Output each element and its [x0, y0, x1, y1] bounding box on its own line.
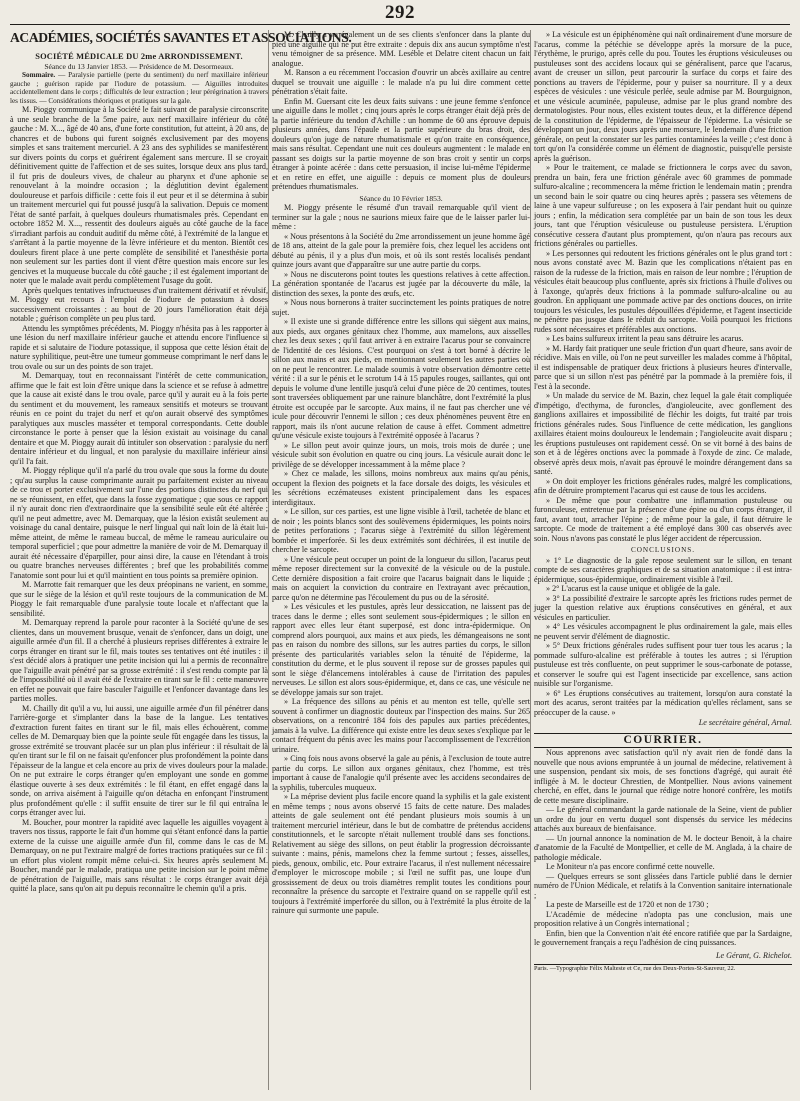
conclusion-item: » 5° Deux frictions générales rudes suffisent pour tuer tous les acarus ; la pommade sulfuro-alcaline est préférable à toutes les autres ; si l'éruption pustuleuse est très confluente, on peut supprimer le sous-carbonate de potasse, et conserver le soufre qui est l'agent insecticide par excellence, sans action nuisible sur l'organisme.: [534, 641, 792, 688]
paragraph: Après quelques tentatives infructueuses d'un traitement dérivatif et révulsif, M. Pioggy eut recours à l'emploi de l'iodure de potassium à doses successivement croissantes : au bout de 20 jours l'amélioration était déjà notable ; guérison complète un peu plus tard.: [10, 285, 268, 324]
paragraph: — Quelques erreurs se sont glissées dans l'article publié dans le dernier numéro de l'Union Médicale, et relatifs à la Convention sanitaire internationale ;: [534, 871, 792, 900]
conclusions-heading: CONCLUSIONS.: [630, 546, 696, 554]
paragraph: M. Pioggy présente le résumé d'un travail remarquable qu'il vient de terminer sur la gale ; nous ne saurions mieux faire que de le laisser parler lui-même :: [272, 203, 530, 231]
conclusion-item: » 3° La possibilité d'extraire le sarcopte après les frictions rudes permet de juger la question relative aux éruptions consécutives en général, et aux vésicules en particulier.: [534, 593, 792, 622]
paragraph: M. Pioggy communique à la Société le fait suivant de paralysie circonscrite à une seule branche de la 5me paire, aux nerf maxillaire inférieur du côté gauche : M. X..., âgé de 40 ans, d'une forte constitution, fut atteint, à 20 ans, de chancres et de bubons qui furent soignés exclusivement par des moyens simples et sans traitement mercuriel. A 23 ans des syphilides se manifestèrent sur divers points du corps et guérirent également sans mercure. Il se croyait définitivement quitte de l'affection et de ses suites, lorsque deux ans plus tard, il fut pris de douleurs vives, de chaleur au pharynx et d'une aphonie se renouvelant à la moindre occasion ; la déglutition devint également douloureuse et parfois difficile : cette fois il eut peur et il se détermina à subir un traitement mercuriel qui fut poussé jusqu'à la salivation. Depuis ce moment l'état de santé parfait, à quelques douleurs rhumatismales près. Cependant en octobre 1852 M. X..., ressentit des douleurs aiguës au côté gauche de la face s'irradiant parfois au conduit auditif du même côté, à l'extrémité de la langue et s'arrêtant à la partie moyenne de la lèvre inférieure et du menton. Bientôt ces douleurs firent place à une perte complète de sensibilité et l'anesthésie porta non seulement sur les parties dont il vient d'être question mais encore sur les gencives et la muqueuse buccale du côté gauche ; il est également important de noter que le malade avait perdu complètement l'usage du goût.: [10, 105, 268, 286]
paragraph: M. Chailly dit qu'il a vu, lui aussi, une aiguille armée d'un fil pénétrer dans l'arrière-gorge et s'implanter dans la base de la langue. Les tentatives d'extraction furent faites en tirant sur le fil, mais elles échouèrent, comme celles de M. Demarquay bien que la pointe seule fût engagée dans les tissus, la grosse extrémité se trouvant placée sur un plan plus inférieur : il résultait de là qu'en tirant sur le fil on ne faisait qu'enfoncer plus profondément la pointe dans l'épaisseur de la langue et cela encore au prix de vives douleurs pour la malade. On ne put extraire le corps étranger qu'en employant une sonde en gomme élastique ouverte à ses deux extrémités : le fil étant, en effet engagé dans la sonde, on arriva aisément à l'aiguille qu'on détacha en enfonçant l'instrument plus profondément qu'elle : il suffit ensuite de tirer sur le fil qui entraîna le corps étranger avec lui.: [10, 703, 268, 818]
paragraph: » M. Hardy fait pratiquer une seule friction d'un quart d'heure, sans avoir de récidive. Mais en ville, où l'on ne peut surveiller les malades comme à l'hôpital, il est indispensable de pratiquer deux frictions à plusieurs heures d'intervalle, parce que si un sillon n'est pas pénétré par la pommade à la première fois, il l'est à la seconde.: [534, 343, 792, 391]
paragraph: » De même que pour combattre une inflammation pustuleuse ou furonculeuse, entretenue par la présence d'une épine ou d'un corps étranger, il faut, avant tout, arracher l'épine ; de même pour la gale, il faut détruire le sarcopte. Ce mode de traitement a été employé dans 300 cas observés avec soin. Nous n'avons pas constaté le plus léger accident de répercussion.: [534, 495, 792, 543]
paragraph: » Un malade du service de M. Bazin, chez lequel la gale était compliquée d'impétigo, d'ecthyma, de furoncles, d'angioleucite, avec gonflement des ganglions axillaires et impossibilité de fléchir les doigts, fut traité par trois frictions générales rudes. Sous l'influence de cette médication, les ganglions axillaires étaient moins douloureux le lendemain ; l'angioleucite avait disparu ; les éruptions pustuleuses ont rapidement cessé. On se vit borné à des bains de son et à de légères onctions avec la pommade à l'oxyde de zinc. Ce malade, observé après deux mois, n'avait pas éprouvé le moindre dérangement dans sa santé.: [534, 391, 792, 476]
paragraph: M. Demarquay reprend la parole pour raconter à la Société qu'une de ses clientes, dans un mouvement brusque, venait de s'enfoncer, dans un doigt, une aiguille armée d'un fil. Il a cherché à plusieurs reprises différentes à extraire le corps étranger en tirant sur le fil, mais toutes ses tentatives ont été inutiles : il s'est décidé alors à pratiquer une petite incision qui lui a permis de reconnaître que l'aiguille avait pénétré par sa grosse extrémité : il s'est rendu compte par là de l'impossibilité où il avait été de l'extraire en tirant sur le fil : cette manœuvre en effet ne pouvait que faire basculer l'aiguille et l'enfoncer davantage dans les parties molles.: [10, 618, 268, 704]
paragraph: » La méprise devient plus facile encore quand la syphilis et la gale existent en même temps ; nous avons observé 15 faits de cette nature. Des malades atteints de gale seulement ont été pendant plusieurs mois soumis à un traitement mercuriel intérieur, dans le but de combattre de prétendus accidens constitutionnels, et le sarcopte n'était nullement troublé dans ses fonctions. Relativement au siège des sillons, on peut établir la progression décroissante suivante : mains, pénis, mamelons chez la femme surtout ; fesses, aisselles, pieds, genoux, ombilic, etc. Pour extraire l'acarus, il n'est nullement nécessaire d'employer le microscope mobile ; si l'œil ne suffit pas, une loupe d'un grossissement de deux ou trois diamètres remplit toutes les conditions pour reconnaître la présence du sarcopte et l'extraire quand on se rappelle qu'il est toujours à l'extrémité imperforée du sillon, ou à l'extrémité la plus étroite de la rainure qui surmonte une papule.: [272, 792, 530, 915]
paragraph: M. Marrotte fait remarquer que les deux préopinans ne varient, en somme, que sur le siège de la lésion et qu'il reste toujours de la communication de M. Pioggy le fait remarquable d'une paralysie toute locale et n'affectant que la sensibilité.: [10, 580, 268, 618]
paragraph: » La vésicule est un épiphénomène qui naît ordinairement d'une morsure de l'acarus, comme la pétéchie se développe après la morsure de la puce, l'érythème, le prurigo, après celle du pou. Toutes les éruptions vésiculeuses ou pustuleuses sont des accidens locaux qui se généralisent, parce que l'acarus, avant de creuser un sillon, peut parcourir la surface du corps et faire des ponctions au travers de l'épiderme, pour y puiser sa nourriture. Il y a deux espèces de vésicules : une vésicule perlée, seule admise par M. Bourguignon, et une vésicule acuminée, papuleuse, admise par le plus grand nombre des dermatologistes. Pour nous, elles existent toutes deux, et la différence dépend de la constitution de l'épiderme, de l'épaisseur de l'épiderme. La vésicule se développant un jour, deux jours après une morsure, le lendemain d'une friction générale, on peut la constater sur les parties contaminées la veille ; c'est donc à tort qu'on l'a considérée comme un élément de diagnostic, puisqu'elle persiste après la guérison.: [534, 30, 792, 163]
paragraph: » Il existe une si grande différence entre les sillons qui siègent aux mains, aux pieds, aux organes génitaux chez l'homme, aux mamelons, aux aisselles chez les deux sexes ; qu'il faut arriver à en extraire l'acarus pour se convaincre de l'identité de ces lésions. C'est pourquoi on s'est à tort borné à décrire le sillon aux mains et aux pieds, en mentionnant seulement les autres parties où on ne peut le rencontrer. Le malade soumis à votre observation démontre cette vérité : il a sur le pénis et le scrotum 14 à 15 papules rouges, saillantes, qui ont depuis le volume d'une lentille jusqu'à celui d'une pièce de 20 centimes, toutes sont traversées obliquement par une rainure blanchâtre, dont l'extrémité la plus étroite est occupée par le sarcopte. Aux mains, il ne faut pas chercher une vé icule pour découvrir l'ennemi le sillon ; ces deux phénomènes peuvent être en rapport, mais ils n'ont aucune relation de cause à effet. Comment admettre qu'une vésicule existe toujours à l'extrémité opposée à l'acarus ?: [272, 317, 530, 440]
column-separator: [530, 30, 531, 1090]
paragraph: M. Chailly a vu également un de ses clients s'enfoncer dans la plante du pied une aiguille qui ne put être extraite : depuis dix ans aucun symptôme n'est venu témoigner de sa présence. MM. Leséble et Delatre citent chacun un fait analogue.: [272, 30, 530, 68]
paragraph: » Cinq fois nous avons observé la gale au pénis, à l'exclusion de toute autre partie du corps. Le sillon aux organes génitaux, chez l'homme, est très important à cause de l'analogie qu'il présente avec les accidens secondaires de la syphilis, tubercules muqueux.: [272, 754, 530, 792]
page-number: 292: [385, 2, 415, 23]
secretary-signature: Le secrétaire général, Arnal.: [698, 718, 792, 727]
paragraph: » Les bains sulfureux irritent la peau sans détruire les acarus.: [546, 334, 744, 343]
courrier-heading: COURRIER.: [623, 733, 703, 746]
paragraph: — Un journal annonce la nomination de M. le docteur Benoit, à la chaire d'anatomie de la Faculté de Montpellier, et celle de M. Anglada, à la chaire de pathologie médicale.: [534, 833, 792, 862]
paragraph: Attendu les symptômes précédents, M. Pioggy n'hésita pas à les rapporter à une lésion du nerf maxillaire inférieur gauche et attendu encore l'influence si rapide et si salutaire de l'iodure potassique, il supposa que cette lésion était de nature syphilitique, peut-être une tumeur gommeuse comprimant le nerf dans le trou ovale ou sur un des points de son trajet.: [10, 323, 268, 371]
column-1: [10, 52, 268, 1092]
header-rule: [10, 24, 790, 25]
conclusion-item: » 6° Les éruptions consécutives au traitement, lorsqu'on aura constaté la mort des acarus, seront traitées par la médication qu'elles réclament, sans se préoccuper de la cause. »: [534, 688, 792, 717]
column-3: [534, 30, 792, 1092]
summary: [10, 71, 268, 105]
society-title: SOCIÉTÉ MÉDICALE DU 2me ARRONDISSEMENT.: [35, 52, 243, 61]
paragraph: » Nous ne discuterons point toutes les questions relatives à cette affection. La génération spontanée de l'acarus est jugée par la découverte du mâle, la distinction des sexes, la ponte des œufs, etc.: [272, 269, 530, 298]
column-2: [272, 30, 530, 1092]
paragraph: L'Académie de médecine n'adopta pas une conclusion, mais une proposition relative à un Congrès international ;: [534, 909, 792, 928]
conclusion-item: » 1° Le diagnostic de la gale repose seulement sur le sillon, en tenant compte de ses caractères graphiques et de sa situation anatomique : il est intra-épidermique, sous-épidermique, ordinairement visible à l'œil.: [534, 555, 792, 584]
paragraph: — Le général commandant la garde nationale de la Seine, vient de publier un ordre du jour en vertu duquel sont dispensés du service les médecins attachés aux bureaux de bienfaisance.: [534, 805, 792, 833]
paragraph: M. Ranson a eu récemment l'occasion d'ouvrir un abcès axillaire au centre duquel se trouvait une aiguille : le malade n'a pu lui dire comment cette pénétration s'était faite.: [272, 68, 530, 96]
paragraph: » On doit employer les frictions générales rudes, malgré les complications, afin de détruire promptement l'acarus qui est cause de tous les accidens.: [534, 476, 792, 495]
paragraph: » Nous nous bornerons à traiter succinctement les points pratiques de notre sujet.: [272, 298, 530, 317]
paragraph: « Nous présentons à la Société du 2me arrondissement un jeune homme âgé de 18 ans, atteint de la gale pour la première fois, chez lequel les accidens ont débuté au pénis, il y a plus d'un mois, et où ils sont restés localisés pendant quinze jours avant que d'apparaître sur une autre partie du corps.: [272, 231, 530, 269]
paragraph: Enfin M. Guersant cite les deux faits suivans : une jeune femme s'enfonce une aiguille dans le mollet ; cinq jours après le corps étranger était déjà près de la partie inférieure du tendon d'Achille : un homme de 60 ans éprouve depuis plusieurs années, dans l'épaule et la partie supérieure du bras droit, des douleurs qu'on juge de nature rhumatismale et qu'on traite en conséquence, mais sans résultat. Cependant une nuit ces douleurs augmentent : le malade en passant ses doigts sur la partie moyenne de son bras croit y sentir un corps étranger à pointe acérée : dans cette persuasion, il incise lui-même l'épiderme et en retire en effet, une aiguille : depuis ce moment plus de douleurs prétendues rhumatismales.: [272, 96, 530, 191]
paragraph: M. Demarquay, tout en reconnaissant l'intérêt de cette communication, affirme que le fait est loin d'être unique dans la science et se refuse à admettre que la cause ait existé dans le trou ovale, parce qu'il y aurait eu à la fois perte du sentiment et du mouvement, les rameaux sensitifs et moteurs se trouvant réunis en ce point du trajet du nerf et qu'on aurait observé des symptômes paralytiques aux muscles masséter et temporal correspondants. Cette double circonstance le porte à penser que la lésion existait au voisinage du canal dentaire et que M. Pioggy aurait dû intituler son observation : paralysie du nerf dentaire inférieur et du lingual, et non paralysie du maxillaire inférieur ainsi qu'il l'a fait.: [10, 371, 268, 466]
summary-text: — Paralysie partielle (perte du sentiment) du nerf maxillaire inférieur gauche ; guérison rapide par l'iodure de potassium. — Aiguilles introduites accidentellement dans le corps ; difficultés de leur extraction ; leur pérégrination à travers les tissus. — Considérations théoriques et pratiques sur la gale.: [10, 71, 268, 105]
summary-label: Sommaire.: [22, 71, 56, 79]
paragraph: M. Boucher, pour montrer la rapidité avec laquelle les aiguilles voyagent à travers nos tissus, rapporte le fait d'un homme qui s'étant enfoncé dans la partie externe de la cuisse une aiguille armée d'un fil, comme dans le cas de M. Demarquay, on ne put l'extraire malgré de fortes tractions pratiquées sur ce fil : un effort plus violent rompit même celui-ci. Six heures après seulement M. Boucher, mandé par le malade, pratiqua une petite incision sur le point même de pénétration de l'aiguille, mais sans résultat : le corps étranger avait déjà quitté la place, sans qu'on ait pu depuis reconnaître le chemin qu'il a pris.: [10, 817, 268, 894]
conclusion-item: » 2° L'acarus est la cause unique et obligée de la gale.: [546, 584, 721, 593]
paragraph: » Les personnes qui redoutent les frictions générales ont le plus grand tort : nous avons constaté avec M. Bazin que les complications n'étaient pas en raison de la rudesse de la friction, mais en raison de leur nombre ; l'éruption de vésicules était beaucoup plus confluente, après six frictions à l'huile d'olives ou à l'axonge, qu'après deux frictions à la pommade sulfuro-alcaline ou au goudron. En appliquant une pommade active par des onctions douces, on irrite toujours les vésicules, les pustules dépouillées d'épiderme, et l'agent insecticide ne pénètre pas jusque dans le réduit du sarcopte. Voilà pourquoi les frictions rudes sont nécessaires et préférables aux onctions.: [534, 248, 792, 334]
paragraph: » Les vésicules et les pustules, après leur dessiccation, ne laissent pas de traces dans le derme ; elles sont seulement sous-épidermiques ; le sillon en rapport avec elles leur étant superposé, est donc intra-épidermique. On comprend alors pourquoi, aux mains et aux pieds, les démangeaisons ne sont pas en raison du nombre des sillons, sur les autres parties du corps, le sillon présente des particularités variables selon la ténuité de l'épiderme, la constitution du derme, et le plus souvent il repose sur de grosses papules qui sont le siège d'élancemens intolérables à cause de l'irritation des papules nerveuses. Le sillon est alors sous-épidermique, et, dans ce cas, une vésicule ne se développe jamais sur son trajet.: [272, 602, 530, 697]
paragraph: » La fréquence des sillons au pénis et au menton est telle, qu'elle sert souvent à confirmer un diagnostic douteux par l'inspection des mains. Sur 265 observations, on a rencontré 184 fois des papules aux parties précédentes, jamais à la vulve. La différence qui existe entre les deux sexes s'explique par le contact fréquent du pénis avec les mains pour l'accomplissement de l'excrétion urinaire.: [272, 697, 530, 754]
paragraph: » Le sillon peut avoir quinze jours, un mois, trois mois de durée ; une vésicule subit son évolution en quatre ou cinq jours. La vésicule aurait donc le privilège de se développer incessamment à la même place ?: [272, 440, 530, 469]
paragraph: La peste de Marseille est de 1720 et non de 1730 ;: [546, 900, 709, 909]
paragraph: M. Pioggy réplique qu'il n'a parlé du trou ovale que sous la forme du doute ; qu'au surplus la cause comprimante aurait pu parfaitement exister au niveau de ce trou et porter exclusivement sur l'une des portions distinctes du nerf qui ne se réunissent, en effet, que dans la fosse zygomatique ; que sous ce rapport il n'y aurait donc rien d'extraordinaire que la sensibilité seule eût été altérée ; qu'il ne peut admettre, avec M. Demarquay, que la lésion existât seulement au voisinage du canal dentaire, puisque le nerf lingual qui naît loin de là était lui-même atteint, de même le rameau buccal, de même le rameau auriculaire ou temporal superficiel ; que pour admettre la manière de voir de M. Demarquay il aurait été nécessaire d'éparpiller, pour ainsi dire, la cause en l'étendant à trois ou quatre branches nerveuses différentes ; bref que les probabilités comme l'anatomie sont pour lui et qu'il maintient en tous points sa première opinion.: [10, 466, 269, 580]
paragraph: Enfin, bien que la Convention n'ait été encore ratifiée que par la Sardaigne, le gouvernement français a reçu l'adhésion de cinq puissances.: [534, 928, 792, 947]
paragraph: » Pour le traitement, ce malade se frictionnera le corps avec du savon, prendra un bain, fera une friction générale avec 60 grammes de pommade sulfuro-alcaline ; recommencera la même friction le lendemain matin ; prendra un second bain le soir quatre ou cinq heures après ; passera ses vêtemens de laine à une vapeur sulfureuse ; on les exposera à l'air pendant huit ou quinze jours ; enfin, la médication sera complétée par un bain de son tous les deux jours, tant que l'éruption vésiculeuse ou pustuleuse persistera. L'éruption consécutive cessera d'autant plus promptement, qu'on n'aura pas recours aux frictions générales ou partielles.: [534, 163, 792, 248]
section-heading: ACADÉMIES, SOCIÉTÉS SAVANTES ET ASSOCIATIONS.: [10, 30, 352, 45]
session-date: Séance du 13 Janvier 1853. — Présidence de M. Desormeaux.: [44, 61, 234, 71]
session-date-2: Séance du 10 Février 1853.: [359, 193, 443, 203]
conclusion-item: » 4° Les vésicules accompagnent le plus ordinairement la gale, mais elles ne peuvent servir d'élément de diagnostic.: [534, 622, 792, 641]
paragraph: Nous apprenons avec satisfaction qu'il n'y avait rien de fondé dans la nouvelle que nous avions empruntée à un journal de médecine, relativement à une suspension, pendant six mois, de ses fonctions d'agrégé, qui aurait été infligée à M. le docteur Chrestien, de Montpellier. Nous avions vainement cherché, en effet, dans le journal que rédige notre honoré confrère, les motifs de cette mesure disciplinaire.: [534, 748, 792, 805]
column-separator: [268, 30, 269, 1090]
paragraph: Le Moniteur n'a pas encore confirmé cette nouvelle.: [546, 862, 715, 871]
printer-imprint: Paris. —Typographie Félix Malteste et Ce, rue des Deux-Portes-St-Sauveur, 22.: [534, 965, 736, 972]
courrier-banner: [534, 733, 792, 749]
paragraph: » Une vésicule peut occuper un point de la longueur du sillon, l'acarus peut même reposer directement sur la convexité de la vésicule ou de la pustule. Cette dernière disposition a fait croire que l'acarus baignait dans le liquide ; mais on acquiert la conviction du contraire en l'extrayant avec précaution, parce qu'on ne détermine pas l'écoulement du pus ou de la sérosité.: [272, 554, 530, 602]
gerant-signature: Le Gérant, G. Richelot.: [716, 950, 792, 960]
paragraph: » Chez ce malade, les sillons, moins nombreux aux mains qu'au pénis, occupent la flexion des poignets et la face dorsale des doigts, les vésicules et les sécrétions eczémateuses existent principalement dans les espaces interdigitaux.: [272, 469, 530, 507]
paragraph: » Le sillon, sur ces parties, est une ligne visible à l'œil, tachetée de blanc et de noir ; les points blancs sont des soulèvemens épidermiques, les points noirs de petites perforations ; l'acarus siège à l'extrémité du sillon légèrement bombée et imperforée. Si les deux extrémités sont déchirées, il est inutile de chercher le sarcopte.: [272, 507, 530, 554]
